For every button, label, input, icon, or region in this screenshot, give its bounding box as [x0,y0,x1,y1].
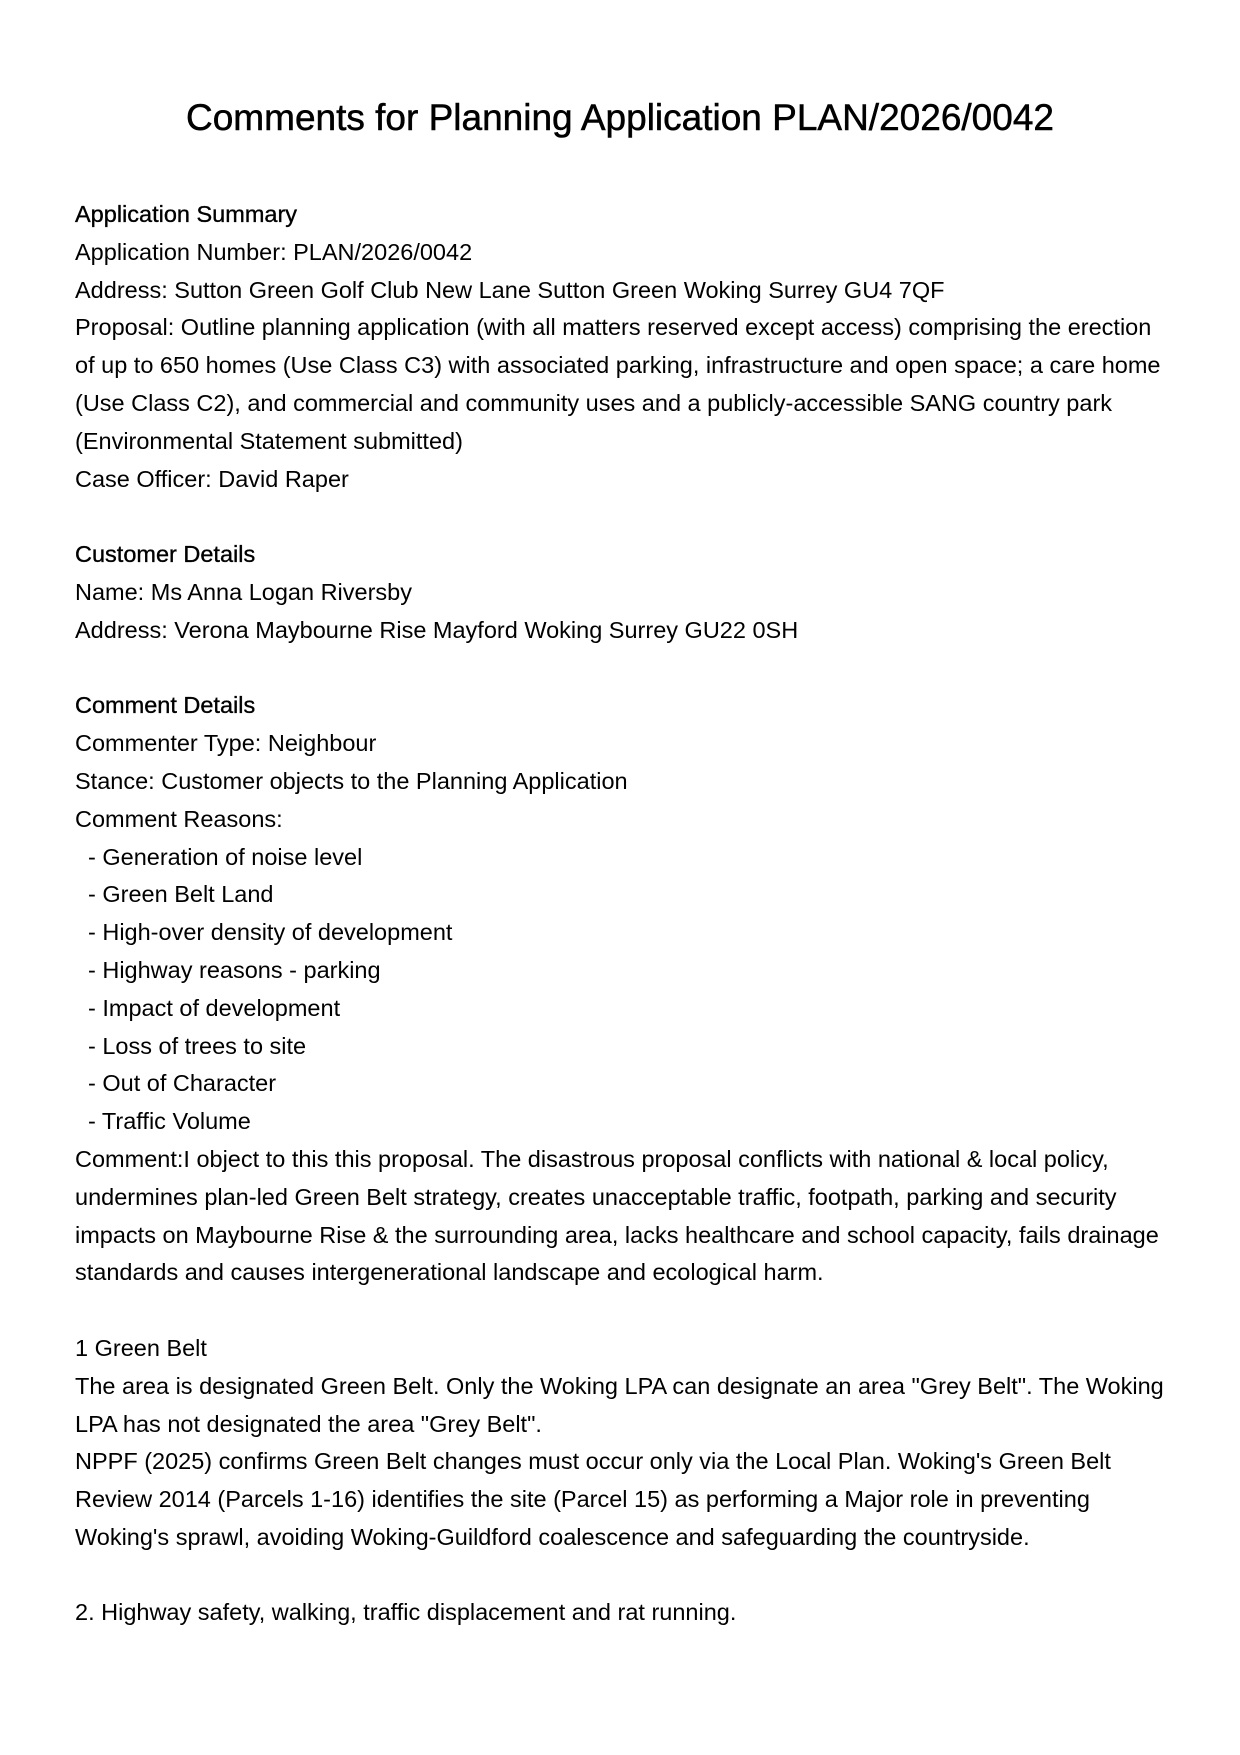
list-item: - Impact of development [88,994,341,1021]
green-belt-paragraph-2: NPPF (2025) confirms Green Belt changes must occur only via the Local Plan. Woking's Green Belt Review 2014 (Parcels 1-16) identifies the site (Parcel 15) as performing a Major role in preventing Woking's sprawl, avoiding Woking-Guildford coalescence and safeguarding the countryside. [75,1448,1111,1550]
stance: Stance: Customer objects to the Planning Application [75,767,628,794]
application-summary-heading: Application Summary [75,201,298,227]
comment-reasons-label: Comment Reasons: [75,805,283,832]
list-item: - Loss of trees to site [88,1032,307,1059]
customer-details-section [75,536,1165,649]
highway-section [75,1594,1165,1632]
list-item: - High-over density of development [88,919,453,946]
list-item: - Traffic Volume [88,1108,251,1135]
application-summary-section [75,196,1165,498]
comment-details-section [75,687,1165,1292]
green-belt-heading: 1 Green Belt [75,1334,207,1361]
application-number: Application Number: PLAN/2026/0042 [75,238,473,265]
customer-details-heading: Customer Details [75,541,256,568]
list-item: - Green Belt Land [88,881,274,908]
commenter-type: Commenter Type: Neighbour [75,730,377,757]
highway-heading: 2. Highway safety, walking, traffic displacement and rat running. [75,1599,737,1626]
application-proposal: Proposal: Outline planning application (with all matters reserved except access) comprising the erection of up to 650 homes (Use Class C3) with associated parking, infrastructure and open space; a care home (Use Class C2), and commercial and community uses and a publicly-accessible SANG country park (Environmental Statement submitted) [75,314,1161,454]
page-title: Comments for Planning Application PLAN/2026/0042 [186,97,1054,138]
spacer [75,1557,1165,1595]
comment-reasons-list [75,839,1165,1141]
list-item: - Generation of noise level [88,843,363,870]
green-belt-section [75,1330,1165,1557]
list-item: - Highway reasons - parking [88,956,381,983]
spacer [75,498,1165,536]
comment-details-heading: Comment Details [75,692,256,719]
spacer [75,1292,1165,1330]
customer-name: Name: Ms Anna Logan Riversby [75,578,412,605]
spacer [75,650,1165,688]
comment-text: Comment:I object to this this proposal. The disastrous proposal conflicts with national & local policy, undermines plan-led Green Belt strategy, creates unacceptable traffic, footpath, parking and security impacts on Maybourne Rise & the surrounding area, lacks healthcare and school capacity, fails drainage standards and causes intergenerational landscape and ecological harm. [75,1145,1159,1286]
case-officer: Case Officer: David Raper [75,465,349,492]
green-belt-paragraph-1: The area is designated Green Belt. Only the Woking LPA can designate an area "Grey Belt". The Woking LPA has not designated the area "Grey Belt". [75,1372,1164,1437]
list-item: - Out of Character [88,1070,277,1097]
document-body [75,196,1165,1632]
application-address: Address: Sutton Green Golf Club New Lane Sutton Green Woking Surrey GU4 7QF [75,276,945,303]
customer-address: Address: Verona Maybourne Rise Mayford Woking Surrey GU22 0SH [75,616,799,643]
